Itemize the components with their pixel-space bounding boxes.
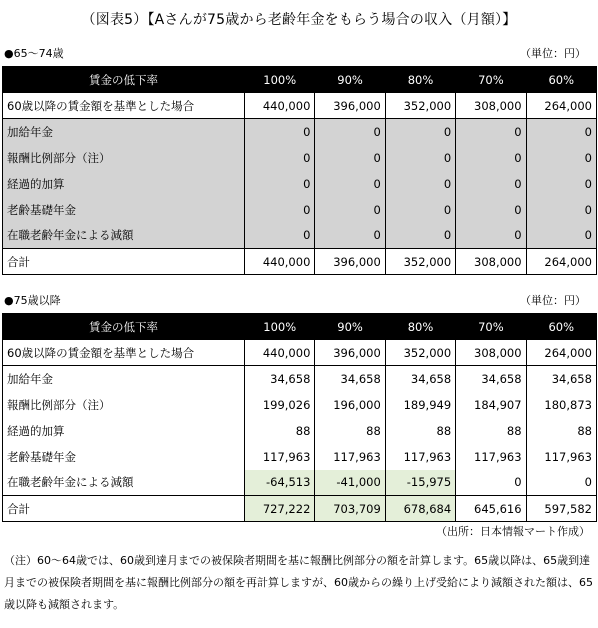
cell-value: 352,000 — [385, 249, 455, 275]
cell-value: 0 — [245, 171, 315, 197]
cell-value: 88 — [315, 418, 385, 444]
table-row — [3, 145, 597, 171]
cell-value: 0 — [245, 145, 315, 171]
cell-value: 0 — [315, 119, 385, 145]
cell-value: 0 — [526, 171, 596, 197]
table-row — [3, 223, 597, 249]
cell-value: 264,000 — [526, 340, 596, 366]
section-2-label: ●75歳以降 — [4, 294, 61, 307]
footnote: （注）60～64歳では、60歳到達月までの被保険者期間を基に報酬比例部分の額を計算します。65歳以降は、65歳到達月までの被保険者期間を基に報酬比例部分の額を再計算しますが、60歳からの繰り上げ受給により減額された額は、65歳以降も減額されます。 — [4, 554, 593, 611]
cell-value: 308,000 — [456, 340, 526, 366]
cell-value: 184,907 — [456, 392, 526, 418]
col-header-70: 70% — [456, 67, 526, 93]
cell-value: 88 — [385, 418, 455, 444]
cell-value: 34,658 — [315, 366, 385, 392]
cell-value: 0 — [526, 119, 596, 145]
col-header-90: 90% — [315, 67, 385, 93]
cell-value: 189,949 — [385, 392, 455, 418]
row-label: 在職老齢年金による減額 — [3, 223, 245, 249]
section-2-unit: （単位：円） — [520, 294, 586, 307]
table-row — [3, 93, 597, 119]
table-row — [3, 470, 597, 496]
cell-value-highlight: 703,709 — [315, 496, 385, 522]
table-row — [3, 444, 597, 470]
col-header-wage-decline: 賃金の低下率 — [3, 314, 245, 340]
col-header-70: 70% — [456, 314, 526, 340]
cell-value: 308,000 — [456, 249, 526, 275]
page-title: （図表5）【Aさんが75歳から老齢年金をもらう場合の収入（月額）】 — [81, 12, 517, 28]
cell-value: 34,658 — [526, 366, 596, 392]
cell-value: 0 — [245, 119, 315, 145]
cell-value: 0 — [385, 145, 455, 171]
table-header-row — [3, 67, 597, 93]
row-label: 老齢基礎年金 — [3, 444, 245, 470]
cell-value: 0 — [385, 197, 455, 223]
row-label: 老齢基礎年金 — [3, 197, 245, 223]
cell-value: 117,963 — [245, 444, 315, 470]
cell-value: 0 — [385, 171, 455, 197]
cell-value: 34,658 — [385, 366, 455, 392]
cell-value: 0 — [245, 223, 315, 249]
table-total-row — [3, 496, 597, 522]
cell-value-highlight: -64,513 — [245, 470, 315, 496]
cell-value: 0 — [526, 145, 596, 171]
row-label: 合計 — [3, 249, 245, 275]
section-2-header — [4, 292, 592, 308]
cell-value: 117,963 — [385, 444, 455, 470]
row-label: 60歳以降の賃金額を基準とした場合 — [3, 340, 245, 366]
cell-value: 0 — [526, 197, 596, 223]
cell-value: 0 — [385, 119, 455, 145]
table-row — [3, 392, 597, 418]
cell-value: 645,616 — [456, 496, 526, 522]
cell-value: 0 — [315, 145, 385, 171]
cell-value: 440,000 — [245, 93, 315, 119]
col-header-100: 100% — [245, 314, 315, 340]
row-label: 経過的加算 — [3, 418, 245, 444]
cell-value: 0 — [245, 197, 315, 223]
row-label: 加給年金 — [3, 119, 245, 145]
cell-value: 0 — [315, 223, 385, 249]
col-header-100: 100% — [245, 67, 315, 93]
cell-value: 264,000 — [526, 93, 596, 119]
cell-value: 0 — [456, 223, 526, 249]
table-75-plus — [2, 313, 597, 522]
cell-value: 34,658 — [245, 366, 315, 392]
col-header-wage-decline: 賃金の低下率 — [3, 67, 245, 93]
cell-value: 117,963 — [315, 444, 385, 470]
table-total-row — [3, 249, 597, 275]
cell-value: 0 — [315, 197, 385, 223]
cell-value-highlight: -41,000 — [315, 470, 385, 496]
table-row — [3, 418, 597, 444]
row-label: 加給年金 — [3, 366, 245, 392]
section-1-header — [4, 45, 592, 61]
cell-value: 597,582 — [526, 496, 596, 522]
cell-value: 0 — [456, 470, 526, 496]
row-label: 60歳以降の賃金額を基準とした場合 — [3, 93, 245, 119]
section-1-label: ●65～74歳 — [4, 47, 64, 60]
cell-value: 117,963 — [526, 444, 596, 470]
cell-value: 0 — [385, 223, 455, 249]
cell-value: 0 — [456, 119, 526, 145]
table-header-row — [3, 314, 597, 340]
cell-value: 308,000 — [456, 93, 526, 119]
table-row — [3, 197, 597, 223]
cell-value: 396,000 — [315, 340, 385, 366]
row-label: 経過的加算 — [3, 171, 245, 197]
cell-value: 180,873 — [526, 392, 596, 418]
table-row — [3, 171, 597, 197]
cell-value: 440,000 — [245, 249, 315, 275]
row-label: 合計 — [3, 496, 245, 522]
col-header-90: 90% — [315, 314, 385, 340]
cell-value-highlight: 678,684 — [385, 496, 455, 522]
cell-value-highlight: -15,975 — [385, 470, 455, 496]
cell-value: 0 — [526, 470, 596, 496]
col-header-60: 60% — [526, 67, 596, 93]
cell-value-highlight: 727,222 — [245, 496, 315, 522]
cell-value: 199,026 — [245, 392, 315, 418]
table-row — [3, 340, 597, 366]
row-label: 報酬比例部分（注） — [3, 145, 245, 171]
cell-value: 396,000 — [315, 249, 385, 275]
col-header-80: 80% — [385, 67, 455, 93]
cell-value: 440,000 — [245, 340, 315, 366]
cell-value: 0 — [456, 171, 526, 197]
table-row — [3, 366, 597, 392]
cell-value: 196,000 — [315, 392, 385, 418]
cell-value: 117,963 — [456, 444, 526, 470]
row-label: 在職老齢年金による減額 — [3, 470, 245, 496]
table-65-74 — [2, 66, 597, 275]
cell-value: 352,000 — [385, 93, 455, 119]
cell-value: 396,000 — [315, 93, 385, 119]
source-credit: （出所：日本情報マート作成） — [436, 525, 590, 538]
cell-value: 0 — [456, 145, 526, 171]
col-header-80: 80% — [385, 314, 455, 340]
cell-value: 0 — [526, 223, 596, 249]
cell-value: 88 — [245, 418, 315, 444]
cell-value: 88 — [456, 418, 526, 444]
cell-value: 352,000 — [385, 340, 455, 366]
cell-value: 34,658 — [456, 366, 526, 392]
row-label: 報酬比例部分（注） — [3, 392, 245, 418]
cell-value: 0 — [456, 197, 526, 223]
cell-value: 264,000 — [526, 249, 596, 275]
cell-value: 0 — [315, 171, 385, 197]
cell-value: 88 — [526, 418, 596, 444]
section-1-unit: （単位：円） — [520, 47, 586, 60]
table-row — [3, 119, 597, 145]
col-header-60: 60% — [526, 314, 596, 340]
